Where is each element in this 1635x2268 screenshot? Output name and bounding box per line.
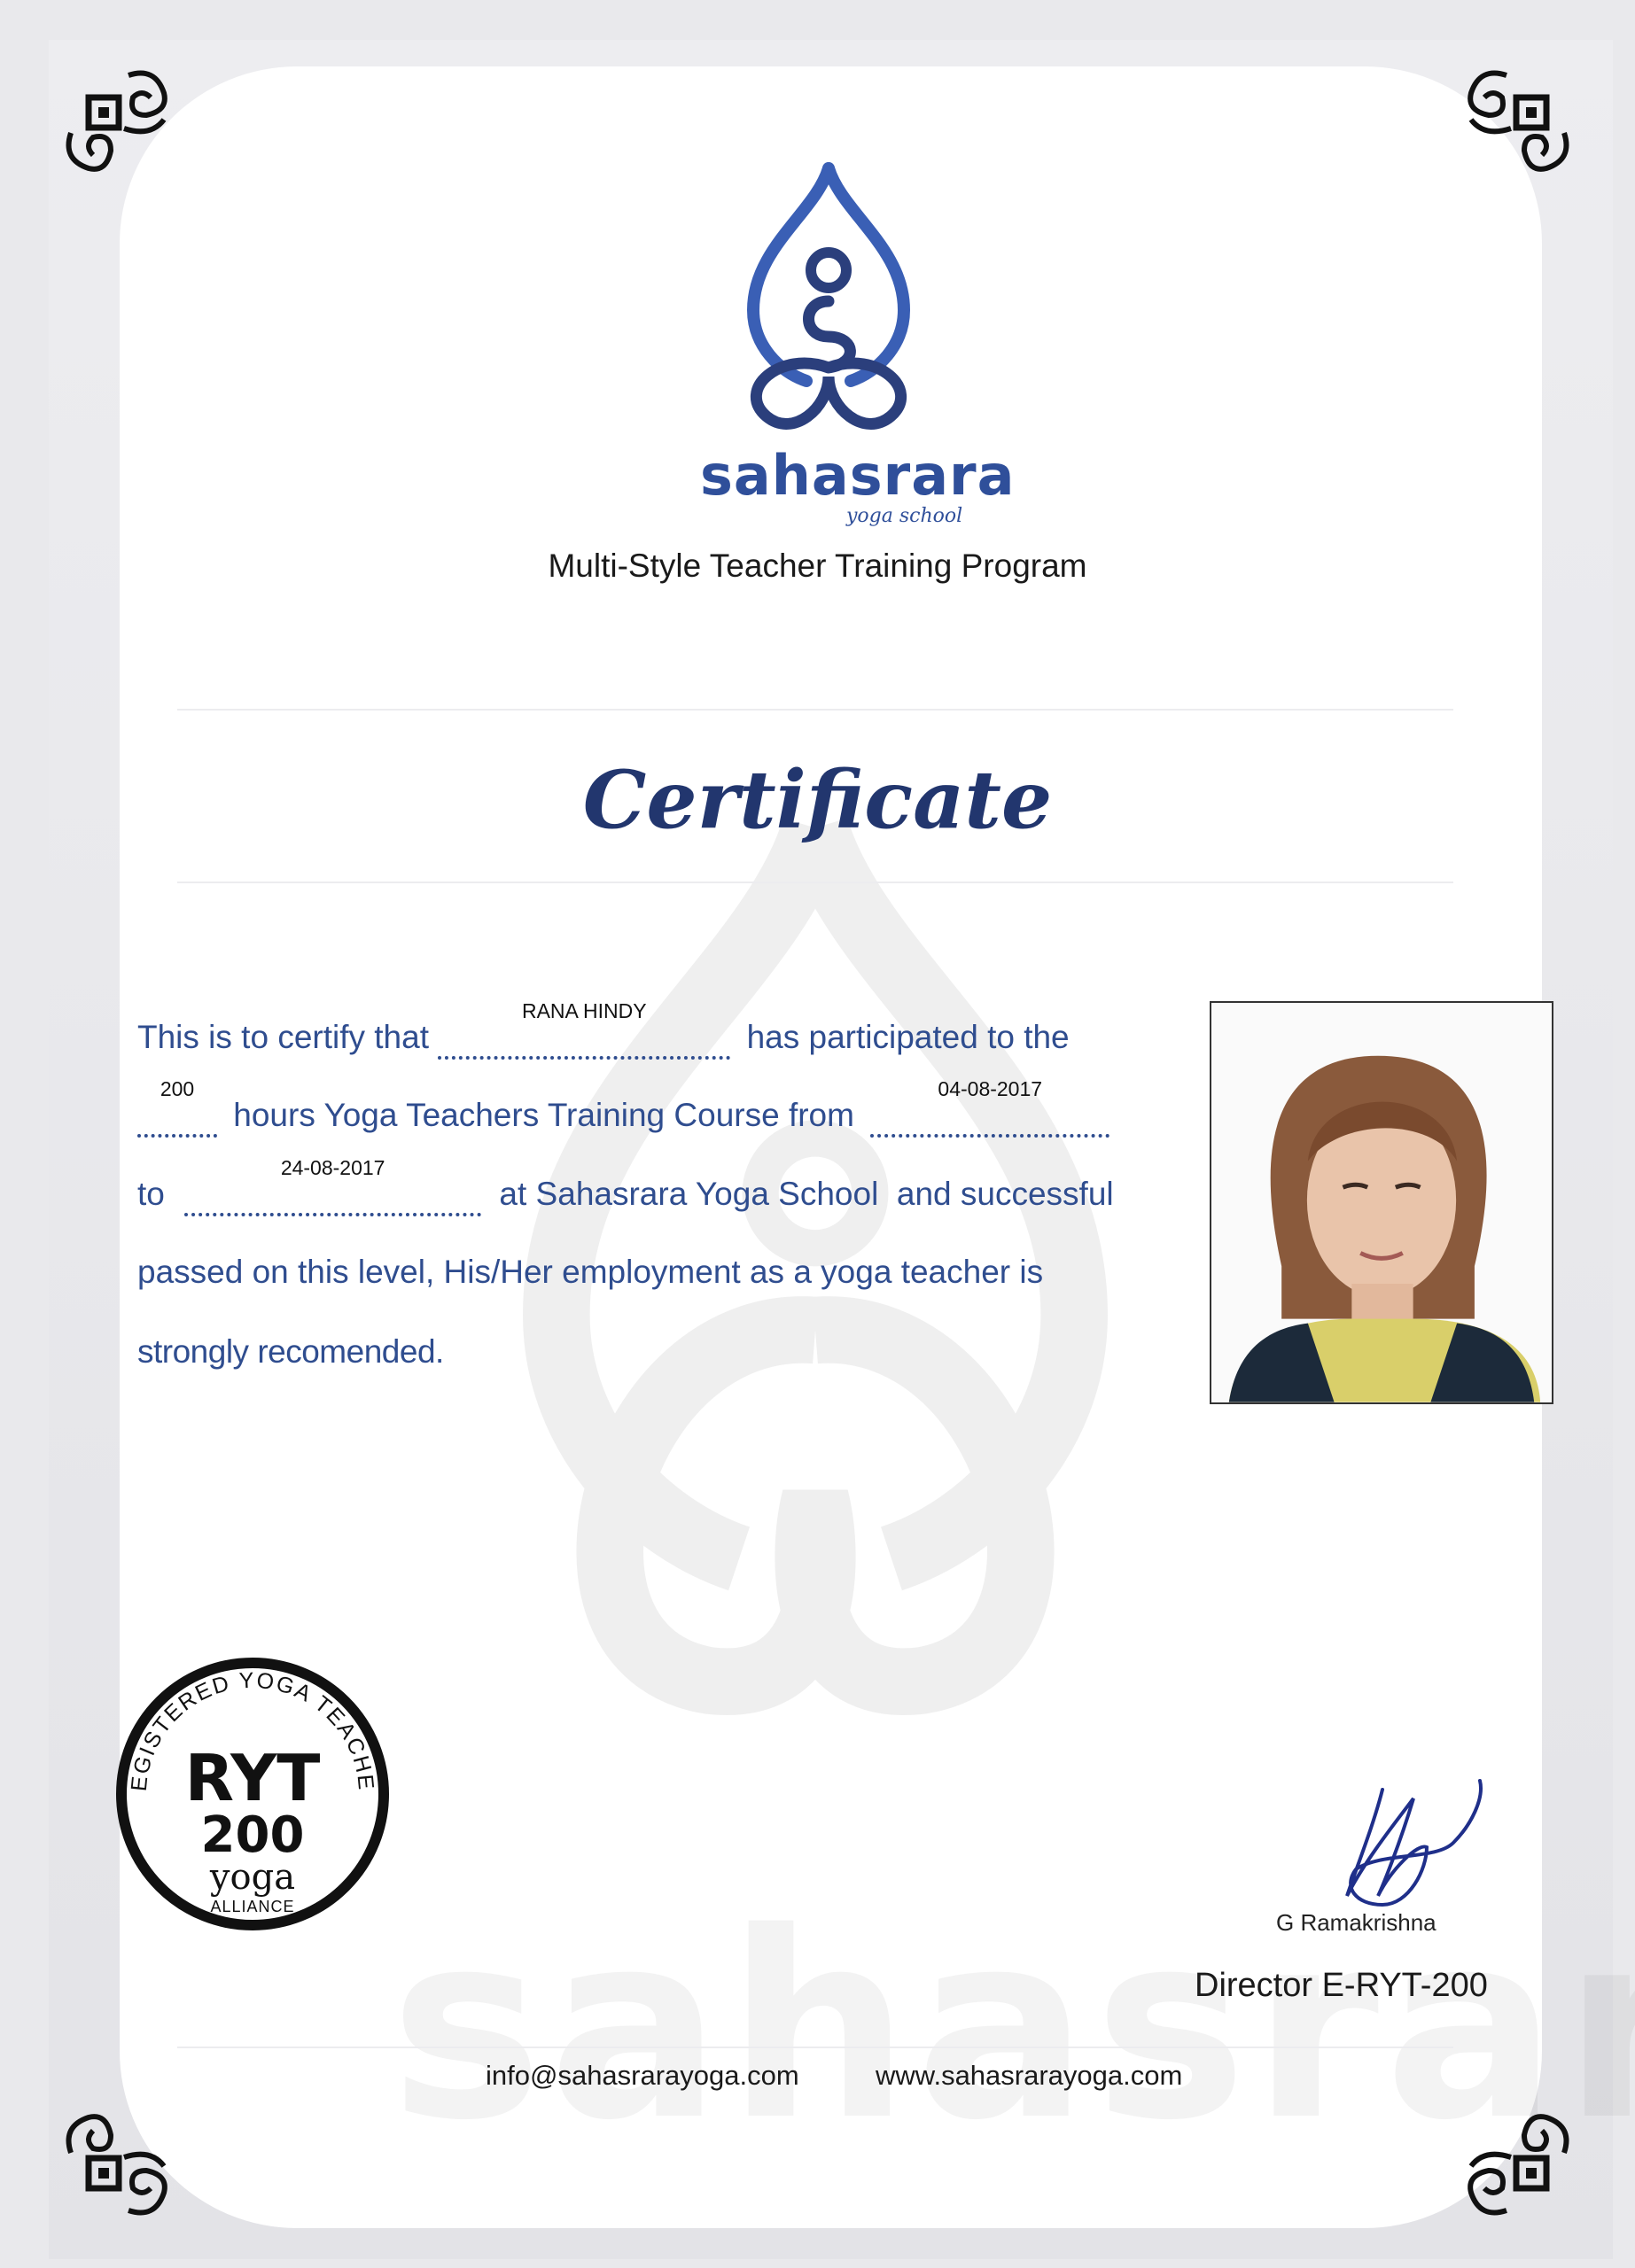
from-date: 04-08-2017 bbox=[938, 1077, 1043, 1100]
course-hours: 200 bbox=[160, 1077, 195, 1100]
line2-text: hours Yoga Teachers Training Course from bbox=[233, 1097, 854, 1133]
watermark-brand-text bbox=[390, 1878, 1635, 2177]
signatory-title: Director E-RYT-200 bbox=[1195, 1967, 1488, 2004]
corner-ornament-icon bbox=[53, 2095, 186, 2228]
certify-line-1 bbox=[137, 999, 1070, 1060]
certify-line-4: passed on this level, His/Her employment as a yoga teacher is bbox=[137, 1254, 1044, 1290]
footer-divider bbox=[177, 2047, 1453, 2048]
to-date: 24-08-2017 bbox=[280, 1156, 385, 1179]
lotus-yogi-logo-icon bbox=[718, 159, 939, 443]
ryt-200-seal bbox=[115, 1657, 390, 1931]
seal-code: RYT bbox=[184, 1741, 321, 1815]
line3-suffix: at Sahasrara Yoga School and successful bbox=[499, 1176, 1114, 1212]
recipient-photo bbox=[1210, 1001, 1553, 1404]
seal-arc-text: EGISTERED YOGA TEACHE bbox=[126, 1667, 379, 1793]
line1-suffix: has participated to the bbox=[746, 1019, 1070, 1055]
divider bbox=[177, 709, 1453, 711]
certify-line-3 bbox=[137, 1156, 1114, 1216]
line1-prefix: This is to certify that bbox=[137, 1019, 429, 1055]
to-date-field bbox=[184, 1156, 481, 1216]
certify-line-2 bbox=[137, 1077, 1109, 1138]
brand-subtitle: yoga school bbox=[846, 505, 963, 527]
from-date-field bbox=[870, 1077, 1109, 1138]
seal-level: 200 bbox=[200, 1806, 305, 1864]
contact-website: www.sahasrarayoga.com bbox=[876, 2060, 1183, 2091]
seal-org: ALLIANCE bbox=[210, 1898, 295, 1915]
corner-ornament-icon bbox=[1449, 58, 1582, 190]
brand-name: sahasrara bbox=[700, 443, 1016, 508]
certify-line-5: strongly recomended. bbox=[137, 1333, 444, 1370]
corner-ornament-icon bbox=[53, 58, 186, 190]
contact-email: info@sahasrarayoga.com bbox=[486, 2060, 799, 2091]
recipient-name-field bbox=[438, 999, 730, 1060]
recipient-name: RANA HINDY bbox=[521, 999, 647, 1022]
certificate-title: Certificate bbox=[582, 753, 1053, 847]
line3-prefix: to bbox=[137, 1176, 165, 1212]
signatory-name: G Ramakrishna bbox=[1276, 1909, 1436, 1936]
signature-icon bbox=[1329, 1763, 1498, 1914]
program-title: Multi-Style Teacher Training Program bbox=[548, 548, 1087, 584]
seal-brand: yoga bbox=[209, 1857, 296, 1898]
divider bbox=[177, 882, 1453, 883]
hours-field bbox=[137, 1077, 217, 1138]
